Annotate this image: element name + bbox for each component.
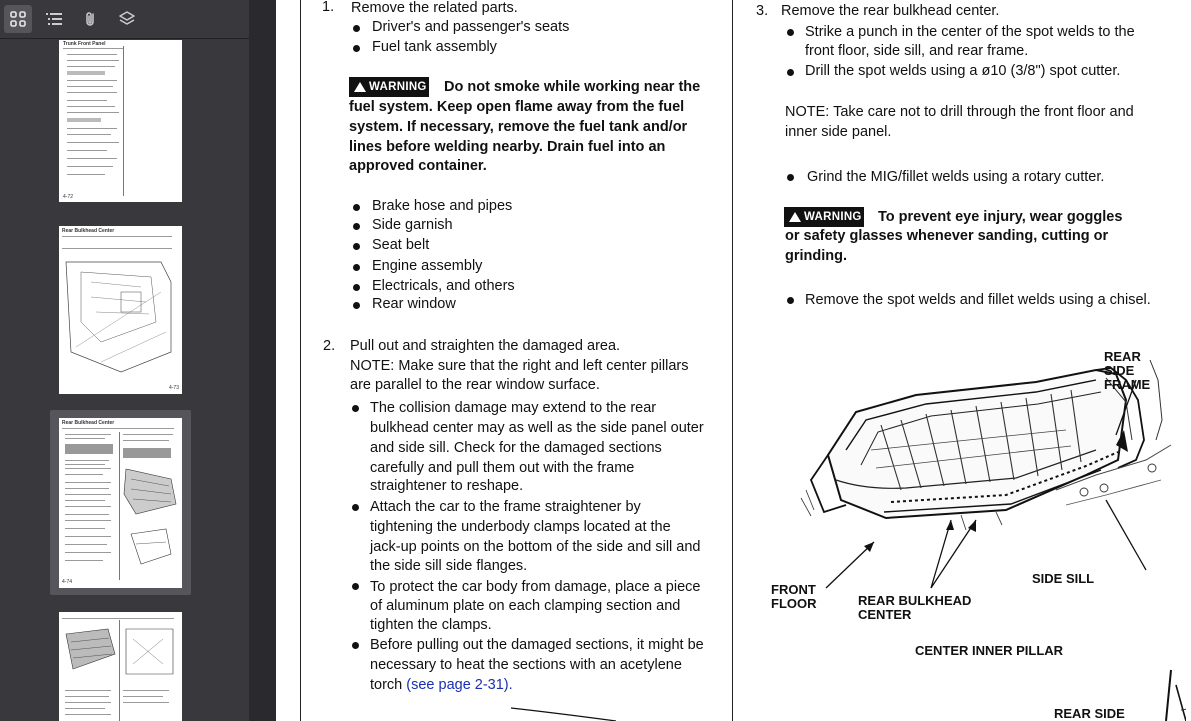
attachments-paperclip-icon (82, 10, 100, 28)
note-text: inner side panel. (785, 124, 892, 140)
thumbnail-page-number: 4-73 (168, 385, 179, 391)
bullet-line: jack-up points on the bottom of the side and sill and (370, 539, 701, 555)
bullet (353, 284, 360, 291)
bullet (353, 223, 360, 230)
attachments-view-button[interactable] (77, 5, 105, 33)
layers-view-button[interactable] (113, 5, 141, 33)
page-link[interactable]: (see page 2-31). (406, 677, 513, 693)
thumbnail-title: Trunk Front Panel (63, 41, 106, 47)
thumbnail-page-number: 4-74 (62, 579, 73, 585)
note-text: NOTE: Make sure that the right and left center pillars (350, 358, 689, 374)
bullet-line: Attach the car to the frame straightener by (370, 499, 641, 515)
warning-text: or safety glasses whenever sanding, cutting or (785, 228, 1109, 244)
warning-text: fuel system. Keep open flame away from the fuel (349, 99, 685, 115)
list-item: Side garnish (372, 217, 453, 233)
page-left-rule (300, 0, 301, 721)
thumbnail-page-1[interactable] (59, 40, 182, 202)
column-divider (732, 0, 733, 721)
label-rear-side: REAR SIDE (1054, 706, 1125, 721)
bullet-line: To protect the car body from damage, place a piece (370, 579, 701, 595)
thumbnail-title: Rear Bulkhead Center (62, 420, 115, 426)
bullet (353, 45, 360, 52)
warning-badge: WARNING (349, 77, 429, 97)
bullet (353, 302, 360, 309)
step-3-text: Remove the rear bulkhead center. (781, 3, 1000, 19)
label-side-sill: SIDE SILL (1032, 571, 1095, 586)
warning-text: To prevent eye injury, wear goggles (878, 209, 1123, 225)
thumbnail-list (0, 40, 249, 721)
bullet (353, 25, 360, 32)
bullet-line: carefully and pull them out with the frame (370, 460, 635, 476)
list-item: Engine assembly (372, 258, 483, 274)
sidebar-toolbar (0, 0, 249, 39)
bullet-line: Drill the spot welds using a ø10 (3/8") spot cutter. (805, 63, 1121, 79)
bullet (787, 69, 794, 76)
bullet-line: and side sill. Check for the damaged sections (370, 440, 662, 456)
rear-bulkhead-figure (766, 340, 1186, 721)
thumbnail-sidebar (0, 0, 249, 721)
list-item: Driver's and passenger's seats (372, 19, 570, 35)
outline-list-icon (45, 10, 63, 28)
list-item: Brake hose and pipes (372, 198, 513, 214)
step-2-number: 2. (323, 338, 336, 354)
bullet-line: the side sill side flanges. (370, 558, 528, 574)
bullet-line: The collision damage may extend to the rear (370, 400, 657, 416)
label-center-inner-pillar: CENTER INNER PILLAR (915, 643, 1064, 658)
bullet-line: Grind the MIG/fillet welds using a rotary cutter. (807, 169, 1105, 185)
thumbnail-diagram-2 (123, 624, 177, 684)
label-rear-bulkhead-center: REAR BULKHEAD CENTER (858, 593, 972, 622)
bullet-line: tighten the clamps. (370, 617, 492, 633)
list-item: Fuel tank assembly (372, 39, 497, 55)
bullet (787, 297, 794, 304)
step-2-text: Pull out and straighten the damaged area. (350, 338, 621, 354)
label-rear-side-frame: REAR SIDE FRAME (1104, 349, 1151, 392)
warning-text: lines before welding nearby. Drain fuel into an (349, 139, 666, 155)
thumbnail-page-number: 4-72 (63, 194, 74, 200)
bullet-line: bulkhead center may as well as the side panel outer (370, 420, 704, 436)
warning-text: system. If necessary, remove the fuel tank and/or (349, 119, 688, 135)
warning-triangle-icon (354, 82, 366, 92)
label-front-floor: FRONT FLOOR (771, 582, 817, 611)
thumbnail-diagram (121, 464, 179, 579)
list-item: Electricals, and others (372, 278, 515, 294)
list-item: Seat belt (372, 237, 430, 253)
thumbnails-grid-icon (9, 10, 27, 28)
thumbnail-title: Rear Bulkhead Center (62, 228, 115, 234)
step-3-number: 3. (756, 3, 769, 19)
bullet (352, 642, 359, 649)
bullet (787, 29, 794, 36)
thumbnails-view-button[interactable] (4, 5, 32, 33)
bullet-line: tightening the underbody clamps located at the (370, 519, 671, 535)
warning-badge: WARNING (784, 207, 864, 227)
warning-text: approved container. (349, 158, 487, 174)
warning-triangle-icon (789, 212, 801, 222)
viewer-gutter (249, 0, 276, 721)
list-item: Rear window (372, 296, 456, 312)
thumbnail-page-3[interactable] (59, 418, 182, 588)
warning-text: grinding. (785, 248, 848, 264)
step-1-text: Remove the related parts. (351, 0, 518, 16)
thumbnail-page-2[interactable] (59, 226, 182, 394)
bullet-line: Strike a punch in the center of the spot welds to the (805, 24, 1135, 40)
bullet (353, 204, 360, 211)
bullet (787, 174, 794, 181)
bullet (352, 405, 359, 412)
thumbnail-diagram (61, 252, 179, 380)
bullet-line: straightener to reshape. (370, 478, 524, 494)
note-text: are parallel to the rear window surface. (350, 377, 600, 393)
layers-icon (118, 10, 136, 28)
thumbnail-diagram (63, 624, 117, 684)
thumbnail-page-4[interactable] (59, 612, 182, 721)
warning-text: Do not smoke while working near the (444, 79, 701, 95)
bullet (352, 583, 359, 590)
note-text: NOTE: Take care not to drill through the front floor and (785, 104, 1134, 120)
bullet (353, 264, 360, 271)
outline-view-button[interactable] (40, 5, 68, 33)
bullet-line: front floor, side sill, and rear frame. (805, 43, 1029, 59)
bullet-line: Remove the spot welds and fillet welds using a chisel. (805, 292, 1151, 308)
bullet-line: torch (see page 2-31). (370, 677, 513, 693)
step-1-number: 1. (322, 0, 335, 15)
bullet (353, 243, 360, 250)
figure-fragment (506, 705, 626, 721)
bullet (352, 504, 359, 511)
bullet-line: of aluminum plate on each clamping section and (370, 598, 681, 614)
bullet-line: necessary to heat the sections with an acetylene (370, 657, 682, 673)
bullet-line: Before pulling out the damaged sections, it might be (370, 637, 704, 653)
document-page[interactable] (276, 0, 1191, 721)
